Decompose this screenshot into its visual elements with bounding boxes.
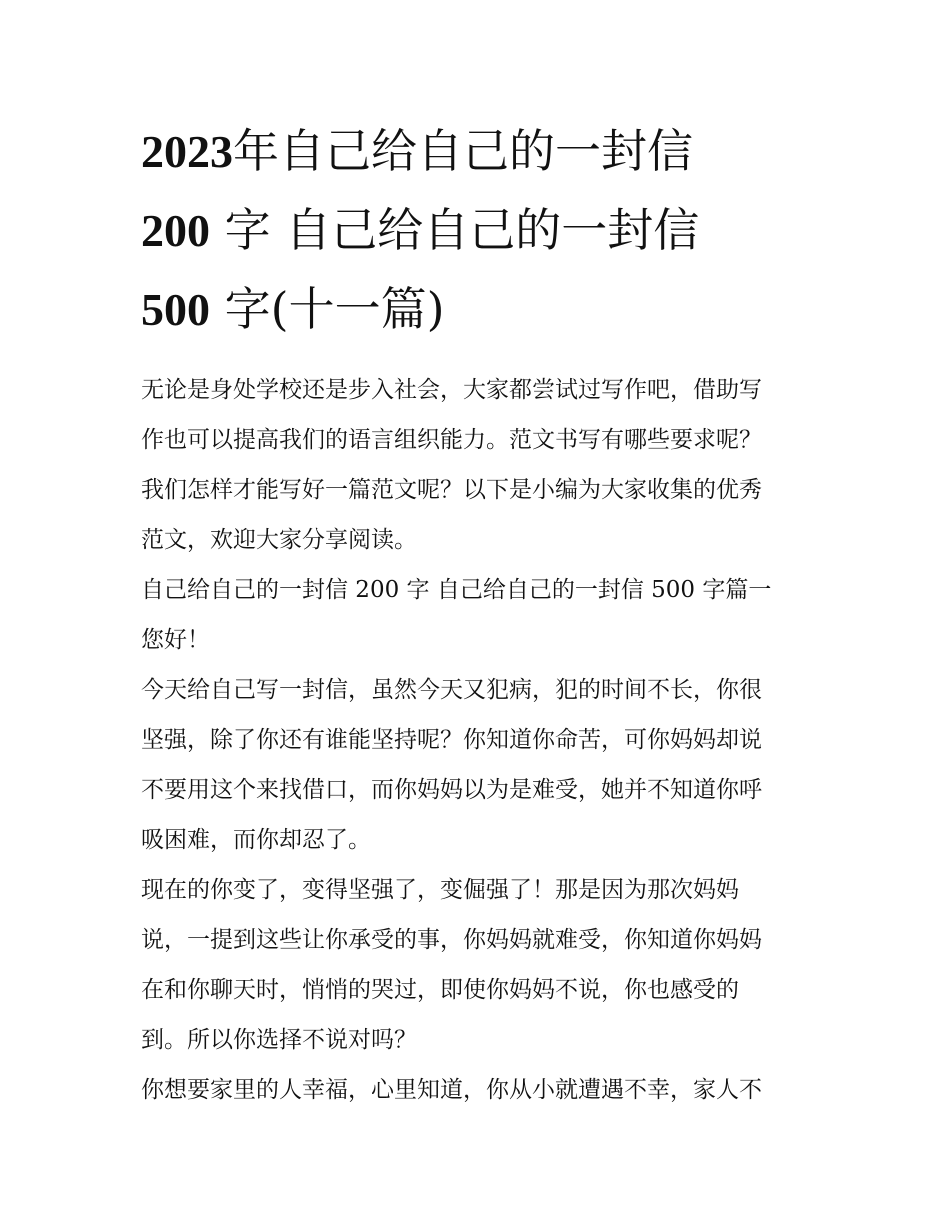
title-text-3: 字(十一篇)	[224, 282, 445, 336]
title-text-2: 字 自己给自己的一封信	[224, 203, 700, 257]
greeting-text: 您好！	[141, 627, 210, 653]
document-page	[141, 112, 821, 1115]
title-line-2	[141, 191, 821, 270]
paragraph-line: 吸困难，而你却忍了。	[141, 827, 371, 853]
title-count-500: 500	[141, 284, 210, 335]
title-line-3	[141, 270, 821, 349]
title-count-200: 200	[141, 205, 210, 256]
paragraph-line: 说，一提到这些让你承受的事，你妈妈就难受，你知道你妈妈	[141, 927, 762, 953]
paragraph-line: 现在的你变了，变得坚强了，变倔强了！那是因为那次妈妈	[141, 877, 739, 903]
paragraph-line: 你想要家里的人幸福，心里知道，你从小就遭遇不幸，家人不	[141, 1077, 762, 1103]
paragraph-line: 在和你聊天时，悄悄的哭过，即使你妈妈不说，你也感受的	[141, 977, 739, 1003]
document-title	[141, 112, 821, 349]
paragraph-line: 范文，欢迎大家分享阅读。	[141, 527, 417, 553]
paragraph-line: 无论是身处学校还是步入社会，大家都尝试过写作吧，借助写	[141, 377, 762, 403]
paragraph-line: 作也可以提高我们的语言组织能力。范文书写有哪些要求呢？	[141, 427, 762, 453]
paragraph-body-1	[141, 665, 821, 865]
paragraph-line: 今天给自己写一封信，虽然今天又犯病，犯的时间不长，你很	[141, 677, 762, 703]
greeting	[141, 615, 821, 665]
paragraph-body-3	[141, 1065, 821, 1115]
section-heading	[141, 565, 821, 615]
title-year: 2023	[141, 126, 233, 177]
title-line-1	[141, 112, 821, 191]
paragraph-line: 到。所以你选择不说对吗？	[141, 1027, 417, 1053]
paragraph-intro	[141, 365, 821, 565]
document-body	[141, 365, 821, 1115]
title-text-1: 年自己给自己的一封信	[233, 124, 693, 178]
section-heading-text: 自己给自己的一封信 200 字 自己给自己的一封信 500 字篇一	[141, 577, 772, 603]
paragraph-line: 我们怎样才能写好一篇范文呢？以下是小编为大家收集的优秀	[141, 477, 762, 503]
paragraph-line: 坚强，除了你还有谁能坚持呢？你知道你命苦，可你妈妈却说	[141, 727, 762, 753]
paragraph-body-2	[141, 865, 821, 1065]
paragraph-line: 不要用这个来找借口，而你妈妈以为是难受，她并不知道你呼	[141, 777, 762, 803]
